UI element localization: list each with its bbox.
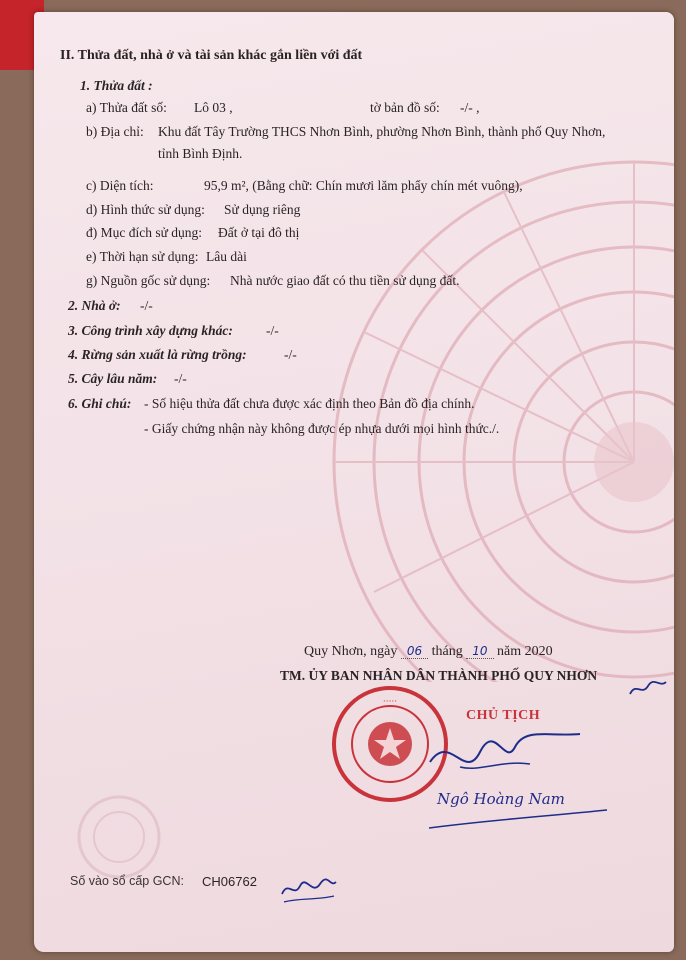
signing-authority: TM. ỦY BAN NHÂN DÂN THÀNH PHỐ QUY NHƠN — [280, 668, 598, 683]
map-sheet-label: tờ bản đồ số: — [370, 100, 440, 115]
usage-form-value: Sử dụng riêng — [224, 202, 301, 217]
signing-place-date — [304, 644, 553, 660]
forest-label: 4. Rừng sản xuất là rừng trồng: — [68, 347, 247, 362]
handwritten-initial — [628, 676, 668, 700]
svg-text:·····: ····· — [382, 697, 398, 707]
area-label: c) Diện tích: — [86, 178, 154, 193]
year-label: năm 2020 — [497, 644, 553, 659]
registry-handwritten-mark — [278, 870, 338, 906]
area-value: 95,9 m², (Bằng chữ: Chín mươi lăm phẩy chín mét vuông), — [204, 178, 523, 193]
address-value-line1: Khu đất Tây Trường THCS Nhơn Bình, phường Nhơn Bình, thành phố Quy Nhơn, — [158, 124, 606, 139]
usage-origin-label: g) Nguồn gốc sử dụng: — [86, 273, 211, 288]
usage-form-label: d) Hình thức sử dụng: — [86, 202, 205, 217]
notes-line-1: - Số hiệu thửa đất chưa được xác định theo Bản đồ địa chính. — [144, 396, 475, 411]
usage-origin-value: Nhà nước giao đất có thu tiền sử dụng đất. — [230, 273, 460, 288]
usage-term-label: e) Thời hạn sử dụng: — [86, 249, 199, 264]
registry-label: Số vào sổ cấp GCN: — [70, 874, 184, 888]
registry-value: CH06762 — [202, 874, 257, 889]
usage-purpose-value: Đất ở tại đô thị — [218, 225, 300, 240]
parcel-number-value: Lô 03 , — [194, 100, 233, 115]
place-date-prefix: Quy Nhơn, ngày — [304, 644, 398, 659]
construction-label: 3. Công trình xây dựng khác: — [68, 323, 233, 338]
signer-title: CHỦ TỊCH — [466, 708, 541, 723]
address-value-line2: tỉnh Bình Định. — [158, 146, 243, 161]
parcel-number-label: a) Thửa đất số: — [86, 100, 167, 115]
notes-line-2: - Giấy chứng nhận này không được ép nhựa dưới mọi hình thức./. — [144, 421, 500, 436]
map-sheet-value: -/- , — [460, 100, 480, 115]
usage-purpose-label: đ) Mục đích sử dụng: — [86, 225, 203, 240]
construction-value: -/- — [266, 323, 279, 338]
house-label: 2. Nhà ở: — [68, 298, 121, 313]
section-title: II. Thửa đất, nhà ở và tài sản khác gắn liền với đất — [60, 48, 363, 63]
house-value: -/- — [140, 298, 153, 313]
usage-term-value: Lâu dài — [206, 249, 247, 264]
signing-month: 10 — [466, 644, 493, 659]
address-label: b) Địa chỉ: — [86, 124, 144, 139]
month-label: tháng — [431, 644, 463, 659]
signing-day: 06 — [401, 644, 428, 659]
trees-label: 5. Cây lâu năm: — [68, 371, 158, 386]
handwritten-signer-name — [429, 780, 609, 832]
land-heading: 1. Thửa đất : — [80, 78, 153, 93]
forest-value: -/- — [284, 347, 297, 362]
notes-label: 6. Ghi chú: — [68, 396, 132, 411]
svg-text:Ngô Hoàng Nam: Ngô Hoàng Nam — [437, 790, 565, 808]
land-certificate-page — [34, 12, 674, 952]
trees-value: -/- — [174, 371, 187, 386]
